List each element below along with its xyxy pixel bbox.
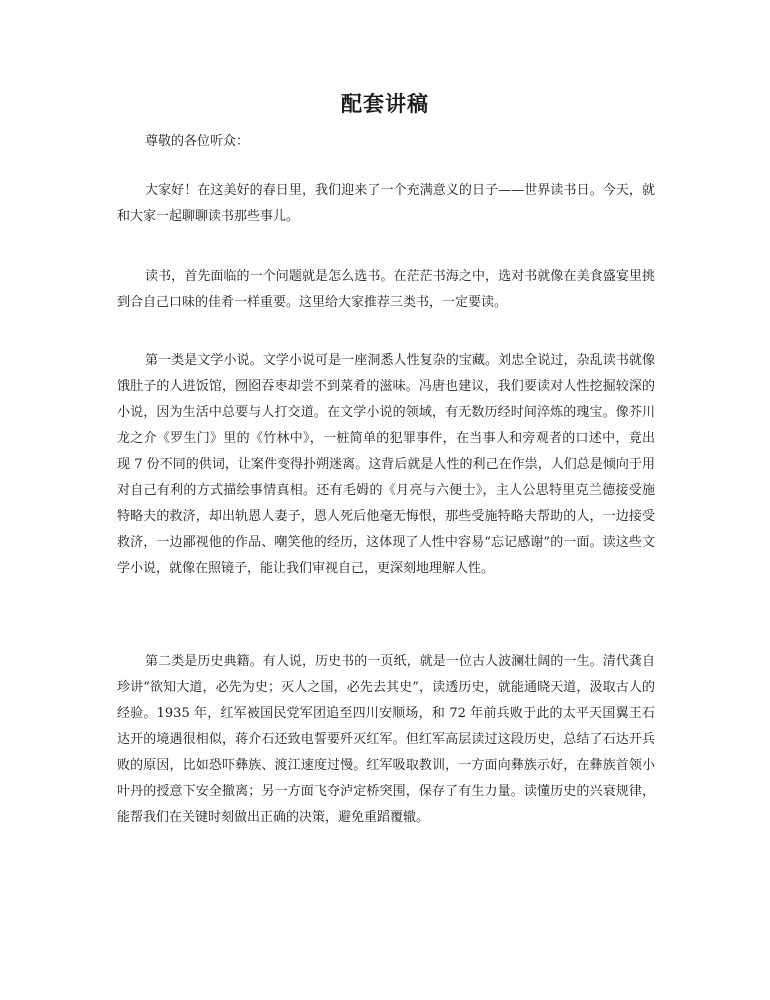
salutation: 尊敬的各位听众： [145, 134, 250, 149]
paragraph-history: 第二类是历史典籍。有人说，历史书的一页纸，就是一位古人波澜壮阔的一生。清代龚自珍讲“欲知大道，必先为史；灭人之国，必先去其史”，读透历史，就能通晓天道，汲取古人的经验。1935 年，红军被国民党军团追至四川安顺场，和 72 年前兵败于此的太平天国翼王石达开的境遇很相似，蒋介石还致电誓要歼灭红军。但红军高层读过这段历史，总结了石达开兵败的原因，比如恐吓彝族、渡江速度过慢。红军吸取教训，一方面向彝族示好，在彝族首领小叶丹的授意下安全撤离；另一方面飞夺泸定桥突围，保存了有生力量。读懂历史的兴衰规律，能帮我们在关键时刻做出正确的决策，避免重蹈覆辙。 [117, 654, 655, 825]
page-title: 配套讲稿 [341, 91, 429, 116]
paragraph-literature: 第一类是文学小说。文学小说可是一座洞悉人性复杂的宝藏。刘忠全说过，杂乱读书就像饿肚子的人进饭馆，囫囵吞枣却尝不到菜肴的滋味。冯唐也建议，我们要读对人性挖掘较深的小说，因为生活中总要与人打交道。在文学小说的领域，有无数历经时间淬炼的瑰宝。像芥川龙之介《罗生门》里的《竹林中》，一桩简单的犯罪事件，在当事人和旁观者的口述中，竟出现 7 份不同的供词，让案件变得扑朔迷离。这背后就是人性的利己在作祟，人们总是倾向于用对自己有利的方式描绘事情真相。还有毛姆的《月亮与六便士》，主人公思特里克兰德接受施特略夫的救济，却出轨恩人妻子，恩人死后他毫无悔恨，那些受施特略夫帮助的人，一边接受救济，一边鄙视他的作品、嘲笑他的经历，这体现了人性中容易“忘记感谢”的一面。读这些文学小说，就像在照镜子，能让我们审视自己，更深刻地理解人性。 [117, 353, 655, 576]
paragraph-intro: 大家好！在这美好的春日里，我们迎来了一个充满意义的日子——世界读书日。今天，就和大家一起聊聊读书那些事儿。 [117, 183, 655, 224]
paragraph-choosing-books: 读书，首先面临的一个问题就是怎么选书。在茫茫书海之中，选对书就像在美食盛宴里挑到合自己口味的佳肴一样重要。这里给大家推荐三类书，一定要读。 [117, 269, 655, 310]
